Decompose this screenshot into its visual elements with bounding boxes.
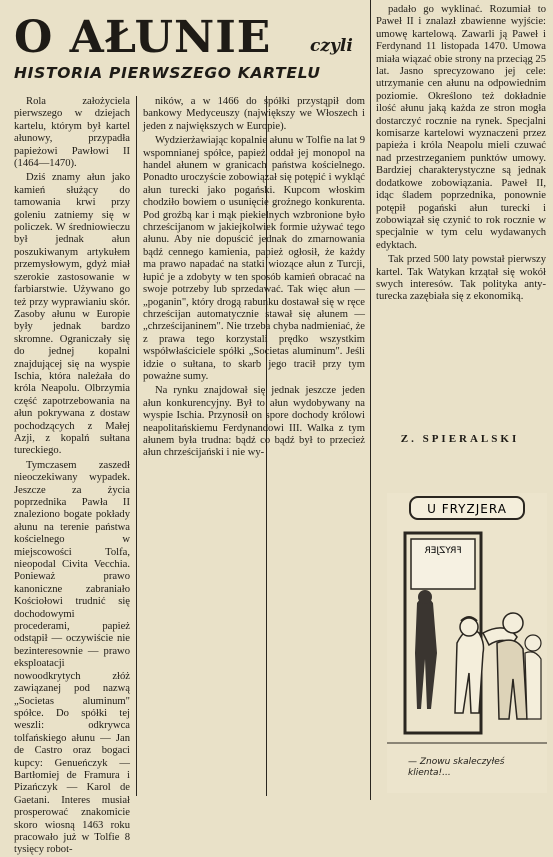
paragraph: Tymczasem zaszedł nieoczekiwany wypadek. Jeszcze za życia poprzednika Pawła II znaleziono bogate pokłady ałunu na terenie państwa kościelnego w miejscowości Tolfa, nieopodal Civita Vecchia. Ponieważ prawo kanoniczne zabraniało Kościołowi trudnić się dochodowymi procederami, papież odstąpił — oczywiście nie bezinteresownie — prawo eksploatacji nowoodkrytych złóż zawiązanej pod nazwą „Societas aluminum" spółce. Do spółki tej weszli: odkrywca tolfańskiego ałunu — Jan de Castro oraz bogaci kupcy: Genueńczyk — Bartłomiej de Framura i Pizańczyk — Karol de Gaetani. Interes musiał prosperować znakomicie skoro wiosną 1463 roku pracowało już w Tolfie 8 tysięcy robot- <box>14 459 130 856</box>
cartoon-door-text: FRYZJER <box>424 546 462 556</box>
article-title-czyli: czyli <box>310 36 353 56</box>
paragraph: Tak przed 500 laty powstał pierwszy kartel. Tak Watykan krzątał się wokół swych interesów. Tak polityka anty-turecka zazębiała się z ekonomiką. <box>376 254 546 303</box>
paragraph: Wydzierżawiając kopalnie ałunu w Tolfie na lat 9 wspomnianej spółce, papież oddał jej monopol na handel ałunem w granicach państwa kościelnego. Ponadto uroczyście zobowiązał się potępić i wykląć ałun turecki jako pogański. Kupcom włoskim chodziło bowiem o usunięcie groźnego konkurenta. Pod groźbą kar i mąk piekielnych wzbronione było chrześcijanom w jakiejkolwiek formie używać tego ałunu. Aby nie dopuścić jednak do zmarnowania bądź cennego kamienia, papież ogłosił, że każdy ma prawo napadać na statki wiozące ałun z Turcji, łupić je a zdobyty w ten sposób kamień obracać na swoje potrzeby lub sprzedawać. Tak więc ałun — „poganin", który drogą rabunku dostawał się w ręce chrześcijan automatycznie stawał się ałunem — „chrześcijaninem". Nie trzeba chyba nadmieniać, że z prawa tego korzystali prędko wszystkim współwłaściciele spółki „Societas aluminum". Jeśli idzie o sułtana, to skarb jego tracił przy tym poważne sumy. <box>143 135 365 382</box>
cartoon-illustration <box>387 493 547 793</box>
paragraph: Rola założyciela pierwszego w dziejach kartelu, którym był kartel ałunowy, przypadła papieżowi Pawłowi II (1464—1470). <box>14 96 130 170</box>
paragraph: Na rynku znajdował się jednak jeszcze jeden ałun konkurencyjny. Był to ałun wydobywany na wyspie Ischia. Przynosił on spore dochody królowi neapolitańskiemu Ferdynandowi III. Walka z tym ałunem była trudna: bądź co bądź był to przecież ałun chrześcijański i nie wy- <box>143 385 365 459</box>
author-signature: Z. SPIERALSKI <box>400 433 520 445</box>
paragraph: padało go wyklinać. Rozumiał to Paweł II i znalazł zbawienne wyjście: umowę kartelową. Zawarli ją Paweł i Ferdynand 11 listopada 1470. Umowa miała wiązać obie strony na przeciąg 25 lat. Jasno sprecyzowano jej cele: utrzymanie cen ałunu na odpowiednim poziomie. Określono też dokładnie ilość ałunu jaką każda ze stron mogła dostarczyć rocznie na rynek. Specjalni komisarze kartelowi wyznaczeni przez papieża i króla Neapolu mieli czuwać nad przestrzeganiem punktów umowy. Bardziej charakterystyczne są jednak dodatkowe zobowiązania. Paweł II, idąc śladem poprzednika, ponownie potępił pogański ałun turecki i zobowiązał się czynić to rok rocznie w specjalnie w tym celu wydawanych edyktach. <box>376 4 547 251</box>
headline <box>14 14 364 64</box>
text-column-3 <box>376 4 546 449</box>
text-column-1 <box>14 96 130 856</box>
article-title: O AŁUNIE <box>14 12 272 63</box>
text-column-2 <box>143 96 365 800</box>
article-subtitle: HISTORIA PIERWSZEGO KARTELU <box>14 64 321 82</box>
paragraph: ników, a w 1466 do spółki przystąpił dom bankowy Medyceuszy (największy we Włoszech i jeden z największych w Europie). <box>143 96 365 132</box>
column-rule <box>370 0 371 800</box>
column-rule <box>136 96 137 796</box>
cartoon-sign-text: U FRYZJERA <box>427 502 507 516</box>
paragraph: Dziś znamy ałun jako kamień służący do tamowania krwi przy goleniu zatniemy się w policzek. W średniowieczu był jednak ałun poszukiwanym artykułem przemysłowym, gdyż miał szerokie zastosowanie w farbiarstwie. Używano go też przy wyprawianiu skór. Zasoby ałunu w Europie były jednak bardzo skromne. Ograniczały się do jednej kopalni znajdującej się na wyspie Ischia, która należała do króla Neapolu. Olbrzymia część zapotrzebowania na ałun pokrywana z dostaw pochodzących z Małej Azji, z kopalń sułtana tureckiego. <box>14 172 130 457</box>
cartoon-drawing <box>387 493 547 793</box>
cartoon-caption: — Znowu skaleczyłeś klienta!... <box>408 757 505 778</box>
